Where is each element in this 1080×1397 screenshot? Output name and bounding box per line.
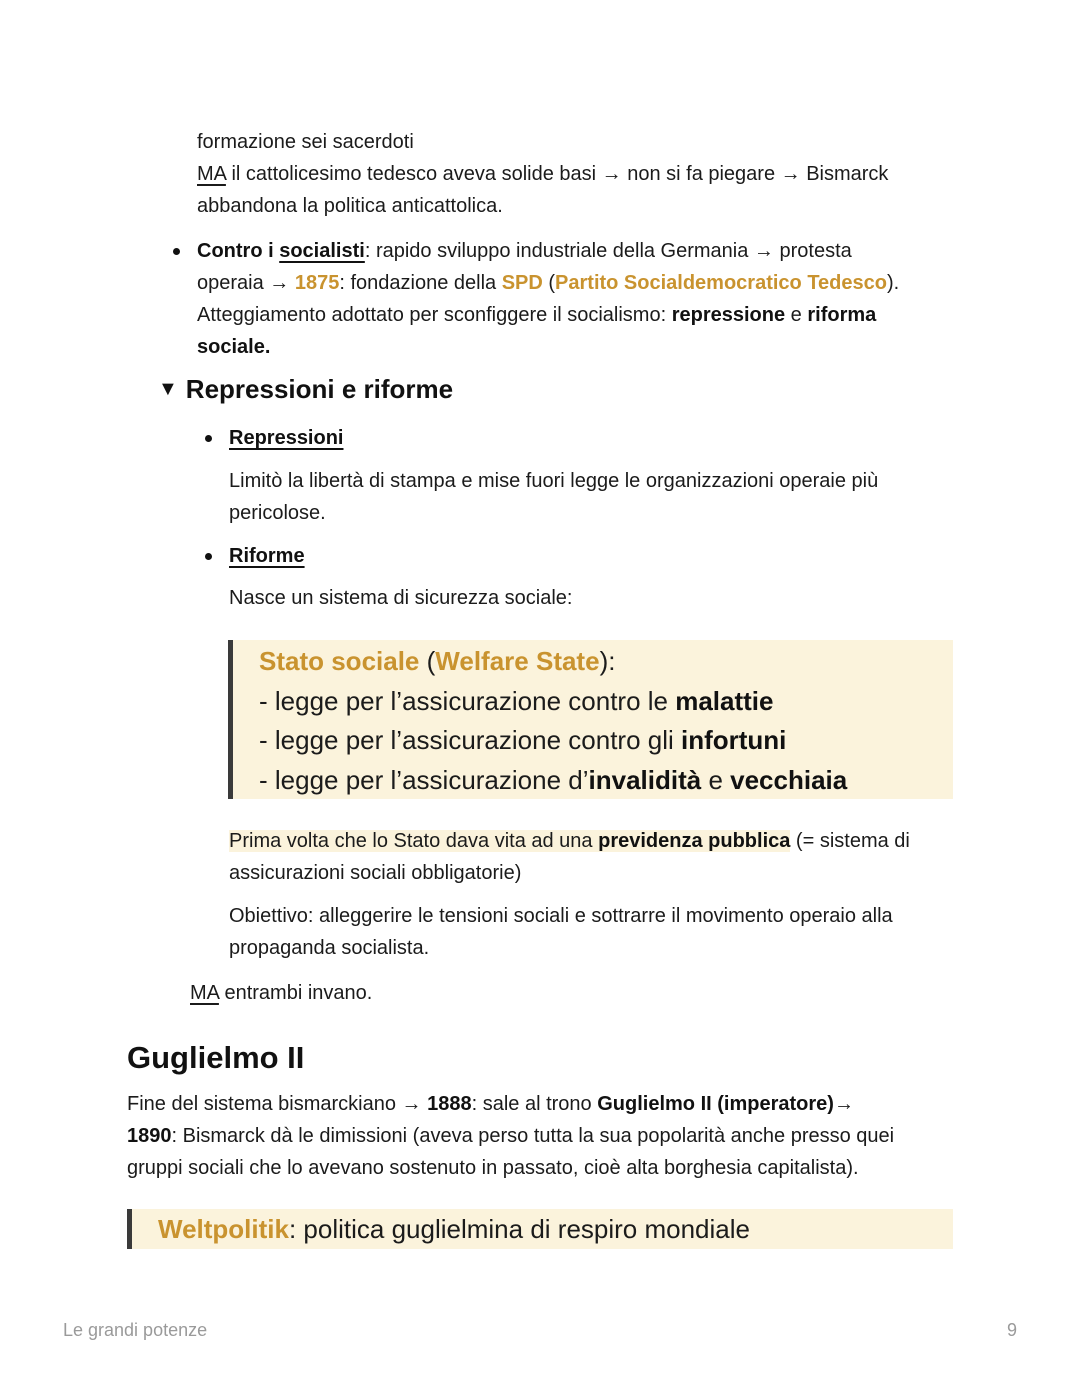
text-span: : rapido sviluppo industriale della Germania → protesta [364,240,852,262]
page-number: 9 [1006,1320,1017,1340]
repressioni-title [229,422,343,454]
paragraph-line: abbandona la politica anticattolica. [197,195,503,217]
text-span: Atteggiamento adottato per sconfiggere il socialismo: [197,304,672,326]
callout-line [259,760,847,800]
welfare-state-highlight: Welfare State [435,646,600,676]
text-span: : fondazione della [339,272,502,294]
paragraph-line [127,1120,894,1152]
paragraph-line [197,299,876,331]
paragraph-line [197,235,852,267]
highlighted-text: Prima volta che lo Stato dava vita ad una [229,830,599,852]
paragraph-line [197,267,899,299]
stato-sociale-highlight: Stato sociale [259,646,420,676]
weltpolitik-highlight: Weltpolitik [158,1214,289,1244]
paragraph-line: gruppi sociali che lo avevano sostenuto in passato, cioè alta borghesia capitalista). [127,1157,859,1179]
text-span: Fine del sistema bismarckiano → [127,1093,428,1115]
toggle-repressioni-riforme[interactable] [158,374,453,405]
text-span: (= sistema di [790,830,910,852]
paragraph-line [127,1088,854,1120]
text-bold: 1888 [427,1093,472,1115]
ma-underlined: MA [197,163,226,185]
text-bold: infortuni [681,725,787,755]
text-span: → [833,1093,854,1115]
text-span: e [701,765,731,795]
paragraph-line [190,977,372,1009]
text-bold: Contro i [197,240,280,262]
text-bold: repressione [671,304,786,326]
text-bold: Riforme [229,545,305,567]
text-bold: Repressioni [229,427,344,449]
paragraph-line: propaganda socialista. [229,937,430,959]
paragraph-line [197,331,270,363]
footer-title: Le grandi potenze [63,1320,208,1340]
paragraph-line: pericolose. [229,502,326,524]
ma-underlined: MA [190,982,219,1004]
text-span: ( [419,646,436,676]
toggle-title: Repressioni e riforme [185,374,454,404]
text-bold: invalidità [588,765,702,795]
text-span: operaia → [197,272,295,294]
text-span: ): [599,646,616,676]
text-bold: sociale. [197,336,271,358]
toggle-triangle-icon[interactable]: ▼ [158,378,178,400]
paragraph-line: Limitò la libertà di stampa e mise fuori legge le organizzazioni operaie più [229,470,879,492]
bullet-dot [205,435,212,442]
paragraph-line [197,158,888,190]
text-span: - legge per l’assicurazione contro gli [259,725,681,755]
text-span: ). [886,272,900,294]
callout-line [259,641,615,681]
callout-line [259,681,773,721]
text-span: e [785,304,808,326]
paragraph-line: Obiettivo: alleggerire le tensioni sociali e sottrarre il movimento operaio alla [229,905,893,927]
text-span: entrambi invano. [218,982,373,1004]
previdenza-pubblica: previdenza pubblica [598,830,791,852]
text-bold: 1890 [127,1125,172,1147]
section-heading-guglielmo: Guglielmo II [127,1040,305,1075]
text-span: ( [542,272,556,294]
year-highlight: 1875 [294,272,340,294]
text-bold: vecchiaia [730,765,848,795]
text-span: - legge per l’assicurazione contro le [259,686,676,716]
bullet-dot [205,553,212,560]
socialisti-term: socialisti [279,240,365,262]
paragraph-line: formazione sei sacerdoti [197,131,414,153]
paragraph-line: Nasce un sistema di sicurezza sociale: [229,587,573,609]
text-span: il cattolicesimo tedesco aveva solide basi → non si fa piegare → Bismarck [225,163,889,185]
riforme-title [229,540,305,572]
text-span: - legge per l’assicurazione d’ [259,765,589,795]
callout-line [259,720,786,760]
bullet-dot [173,248,180,255]
text-span: : Bismarck dà le dimissioni (aveva perso tutta la sua popolarità anche presso quei [171,1125,895,1147]
callout-line [158,1209,750,1249]
text-bold: malattie [675,686,774,716]
paragraph-line: assicurazioni sociali obbligatorie) [229,862,522,884]
text-span: : politica guglielmina di respiro mondiale [288,1214,750,1244]
text-bold: riforma [807,304,877,326]
text-bold: Guglielmo II (imperatore) [597,1093,834,1115]
text-span: : sale al trono [471,1093,598,1115]
spd-highlight: SPD [501,272,543,294]
spd-full-highlight: Partito Socialdemocratico Tedesco [555,272,887,294]
paragraph-line [229,825,910,857]
